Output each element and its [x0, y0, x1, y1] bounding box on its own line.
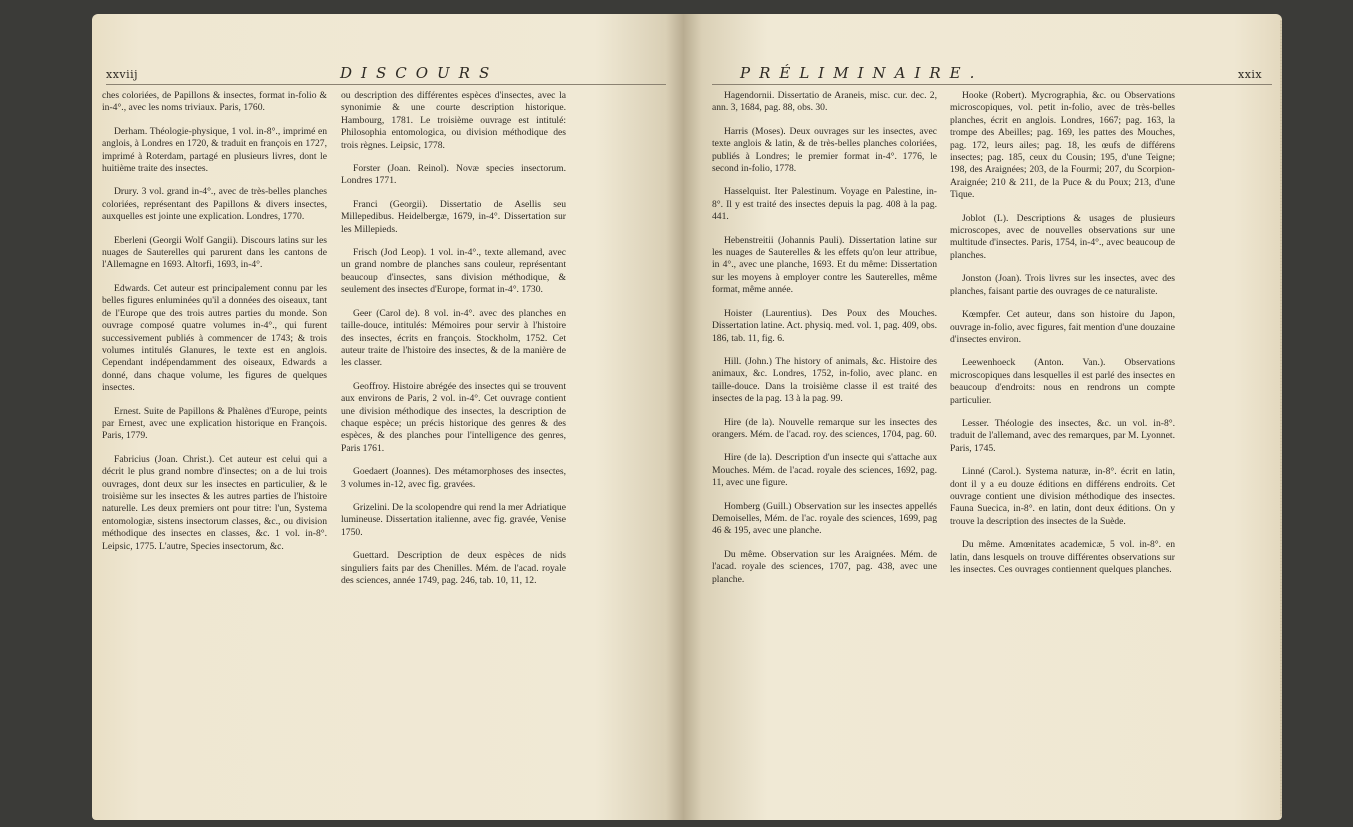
right-page	[684, 14, 1282, 820]
entry: Homberg (Guill.) Observation sur les insectes appellés Demoiselles, Mém. de l'ac. royale des sciences, 1699, pag 46 & 195, avec une planche.	[712, 500, 937, 537]
entry: Edwards. Cet auteur est principalement connu par les belles figures enluminées qu'il a données des oiseaux, tant de l'Europe que des trois autres parties du monde. Son ouvrage composé quatre volumes in-4°., qui furent successivement publiés à commencer de 1743; & trois volumes intitulés Glanures, le texte est en anglois. Cependant indépendamment des oiseaux, Edwards a donné, dans chaque volume, les figures de quelques insectes.	[102, 282, 327, 394]
entry: Hasselquist. Iter Palestinum. Voyage en Palestine, in-8°. Il y est traité des insectes depuis la pag. 408 à la pag. 441.	[712, 186, 937, 223]
right-header-rule	[712, 84, 1272, 85]
entry: Hill. (John.) The history of animals, &c. Histoire des animaux, &c. Londres, 1752, in-folio, avec planc. en taille-douce. Dans la troisième classe il est traité des insectes de la pag. 13 à la pag. 99.	[712, 355, 937, 405]
entry: ches coloriées, de Papillons & insectes, format in-folio & in-4°., avec les noms triviaux. Paris, 1760.	[102, 90, 327, 114]
entry: Harris (Moses). Deux ouvrages sur les insectes, avec texte anglois & latin, & de très-belles planches coloriées, publiés à Londres; le premier format in-4°. 1776, le second in-folio, 1778.	[712, 125, 937, 175]
right-column-1	[712, 90, 937, 597]
entry: Geer (Carol de). 8 vol. in-4°. avec des planches en taille-douce, intitulés: Mémoires pour servir à l'histoire des insectes, écrits en françois. Stockholm, 1752. Cet auteur traite de l'histoire des insectes, & de la manière de les classer.	[341, 307, 566, 369]
entry: Joblot (L). Descriptions & usages de plusieurs microscopes, avec de nouvelles observations sur une multitude d'insectes. Paris, 1754, in-4°., avec beaucoup de planches.	[950, 212, 1175, 261]
left-column-2	[341, 90, 566, 598]
entry: Hooke (Robert). Mycrographia, &c. ou Observations microscopiques, vol. petit in-folio, avec de très-belles planches, écrit en anglois. Londres, 1667; pag. 163, la trompe des Abeilles; pag. 169, les pattes des Mouches, pag. 172, leurs ailes; pag. 18, les œufs de différens insectes; pag. 185, ceux du Cousin; 195, d'une Teigne; 198, des Araignées; 203, de la Fourmi; 207, du Scorpion-Araignée; 210 & 211, de la Puce & du Poux; 213, d'une Tique.	[950, 90, 1175, 201]
open-book	[92, 14, 1282, 820]
entry: Hebenstreitii (Johannis Pauli). Dissertation latine sur les nuages de Sauterelles & les effets qu'on leur attribue, in 4°., avec une planche, 1693. Et du même: Dissertation sur les moyens à employer contre les Sauterelles, même format, même année.	[712, 234, 937, 296]
entry: Kœmpfer. Cet auteur, dans son histoire du Japon, ouvrage in-folio, avec figures, fait mention d'une douzaine d'insectes environ.	[950, 309, 1175, 345]
entry: Leewenhoeck (Anton. Van.). Observations microscopiques dans lesquelles il est parlé des insectes en beaucoup d'endroits: nous en rendrons un compte particulier.	[950, 357, 1175, 406]
entry: Du même. Observation sur les Araignées. Mém. de l'acad. royale des sciences, 1707, pag. 438, avec une planche.	[712, 548, 937, 585]
entry: Hire (de la). Nouvelle remarque sur les insectes des orangers. Mém. de l'acad. roy. des sciences, 1704, pag. 60.	[712, 416, 937, 440]
entry: Forster (Joan. Reinol). Novæ species insectorum. Londres 1771.	[341, 163, 566, 187]
entry: Linné (Carol.). Systema naturæ, in-8°. écrit en latin, dont il y a eu douze éditions en différens endroits. Cet ouvrage contient une division méthodique des insectes. Fauna Suecica, in-8°. en latin, dont deux éditions. On y trouve la description des insectes de la Suède.	[950, 466, 1175, 527]
left-page-number: xxviij	[106, 68, 139, 81]
entry: Fabricius (Joan. Christ.). Cet auteur est celui qui a décrit le plus grand nombre d'insectes; on a de lui trois ouvrages, dont deux sur les insectes en particulier, & le troisième sur les insectes & les autres parties de l'histoire naturelle. Les deux premiers ont pour titre: l'un, Systema entomologiæ, sistens insectorum classes, &c., ou division méthodique des insectes en classes, &c. 1 vol. in-8°. Leipsic, 1775. L'autre, Species insectorum, &c.	[102, 453, 327, 552]
left-column-1	[102, 90, 327, 564]
right-page-number: xxix	[1238, 68, 1263, 81]
entry: Derham. Théologie-physique, 1 vol. in-8°., imprimé en anglois, à Londres en 1720, & traduit en françois en 1727, imprimé à Roterdam, partagé en plusieurs livres, dont le huitième traite des insectes.	[102, 125, 327, 175]
entry: Du même. Amœnitates academicæ, 5 vol. in-8°. en latin, dans lesquels on trouve différentes observations sur les insectes. Ces ouvrages contiennent quelques planches.	[950, 539, 1175, 575]
entry: Geoffroy. Histoire abrégée des insectes qui se trouvent aux environs de Paris, 2 vol. in-4°. Cet ouvrage contient une division méthodique des insectes, la description de chaque espèce; un précis historique des genres & des espèces, & des planches pour l'intelligence des genres, Paris 1761.	[341, 380, 566, 454]
page-stack-edge	[1280, 20, 1282, 816]
entry: ou description des différentes espèces d'insectes, avec la synonimie & une courte description historique. Hambourg, 1781. Le troisième ouvrage est intitulé: Philosophia entomologica, ou division méthodique des trois règnes. Leipsic, 1778.	[341, 90, 566, 151]
right-column-2	[950, 90, 1175, 587]
left-page	[92, 14, 684, 820]
left-header-rule	[106, 84, 666, 85]
entry: Frisch (Jod Leop). 1 vol. in-4°., texte allemand, avec un grand nombre de planches sans couleur, représentant beaucoup d'insectes, sans division méthodique, & seulement des insectes d'Europe, format in-4°. 1730.	[341, 247, 566, 296]
entry: Franci (Georgii). Dissertatio de Asellis seu Millepedibus. Heidelbergæ, 1679, in-4°. Dissertation sur les Millepieds.	[341, 198, 566, 235]
entry: Hire (de la). Description d'un insecte qui s'attache aux Mouches. Mém. de l'acad. royale des sciences, 1692, pag. 11, avec une figure.	[712, 452, 937, 489]
entry: Eberleni (Georgii Wolf Gangii). Discours latins sur les nuages de Sauterelles qui parurent dans les cantons de l'Allemagne en 1693. Altorfi, 1693, in-4°.	[102, 234, 327, 271]
left-running-title: DISCOURS	[340, 64, 499, 82]
entry: Ernest. Suite de Papillons & Phalènes d'Europe, peints par Ernest, avec une explication historique en François. Paris, 1779.	[102, 405, 327, 442]
right-running-title: PRÉLIMINAIRE.	[740, 64, 984, 82]
entry: Guettard. Description de deux espèces de nids singuliers faits par des Chenilles. Mém. de l'acad. royale des sciences, année 1749, pag. 246, tab. 10, 11, 12.	[341, 550, 566, 586]
entry: Jonston (Joan). Trois livres sur les insectes, avec des planches, faisant partie des ouvrages de ce naturaliste.	[950, 273, 1175, 297]
entry: Goedaert (Joannes). Des métamorphoses des insectes, 3 volumes in-12, avec fig. gravées.	[341, 466, 566, 490]
entry: Drury. 3 vol. grand in-4°., avec de très-belles planches coloriées, représentant des Papillons & divers insectes, auxquelles est jointe une explication. Londres, 1770.	[102, 186, 327, 223]
entry: Hagendornii. Dissertatio de Araneis, misc. cur. dec. 2, ann. 3, 1684, pag. 88, obs. 30.	[712, 90, 937, 114]
entry: Lesser. Théologie des insectes, &c. un vol. in-8°. traduit de l'allemand, avec des remarques, par M. Lyonnet. Paris, 1745.	[950, 417, 1175, 454]
entry: Grizelini. De la scolopendre qui rend la mer Adriatique lumineuse. Dissertation italienne, avec fig. gravée, Venise 1750.	[341, 501, 566, 538]
entry: Hoister (Laurentius). Des Poux des Mouches. Dissertation latine. Act. physiq. med. vol. 1, pag. 409, obs. 186, tab. 11, fig. 6.	[712, 307, 937, 344]
